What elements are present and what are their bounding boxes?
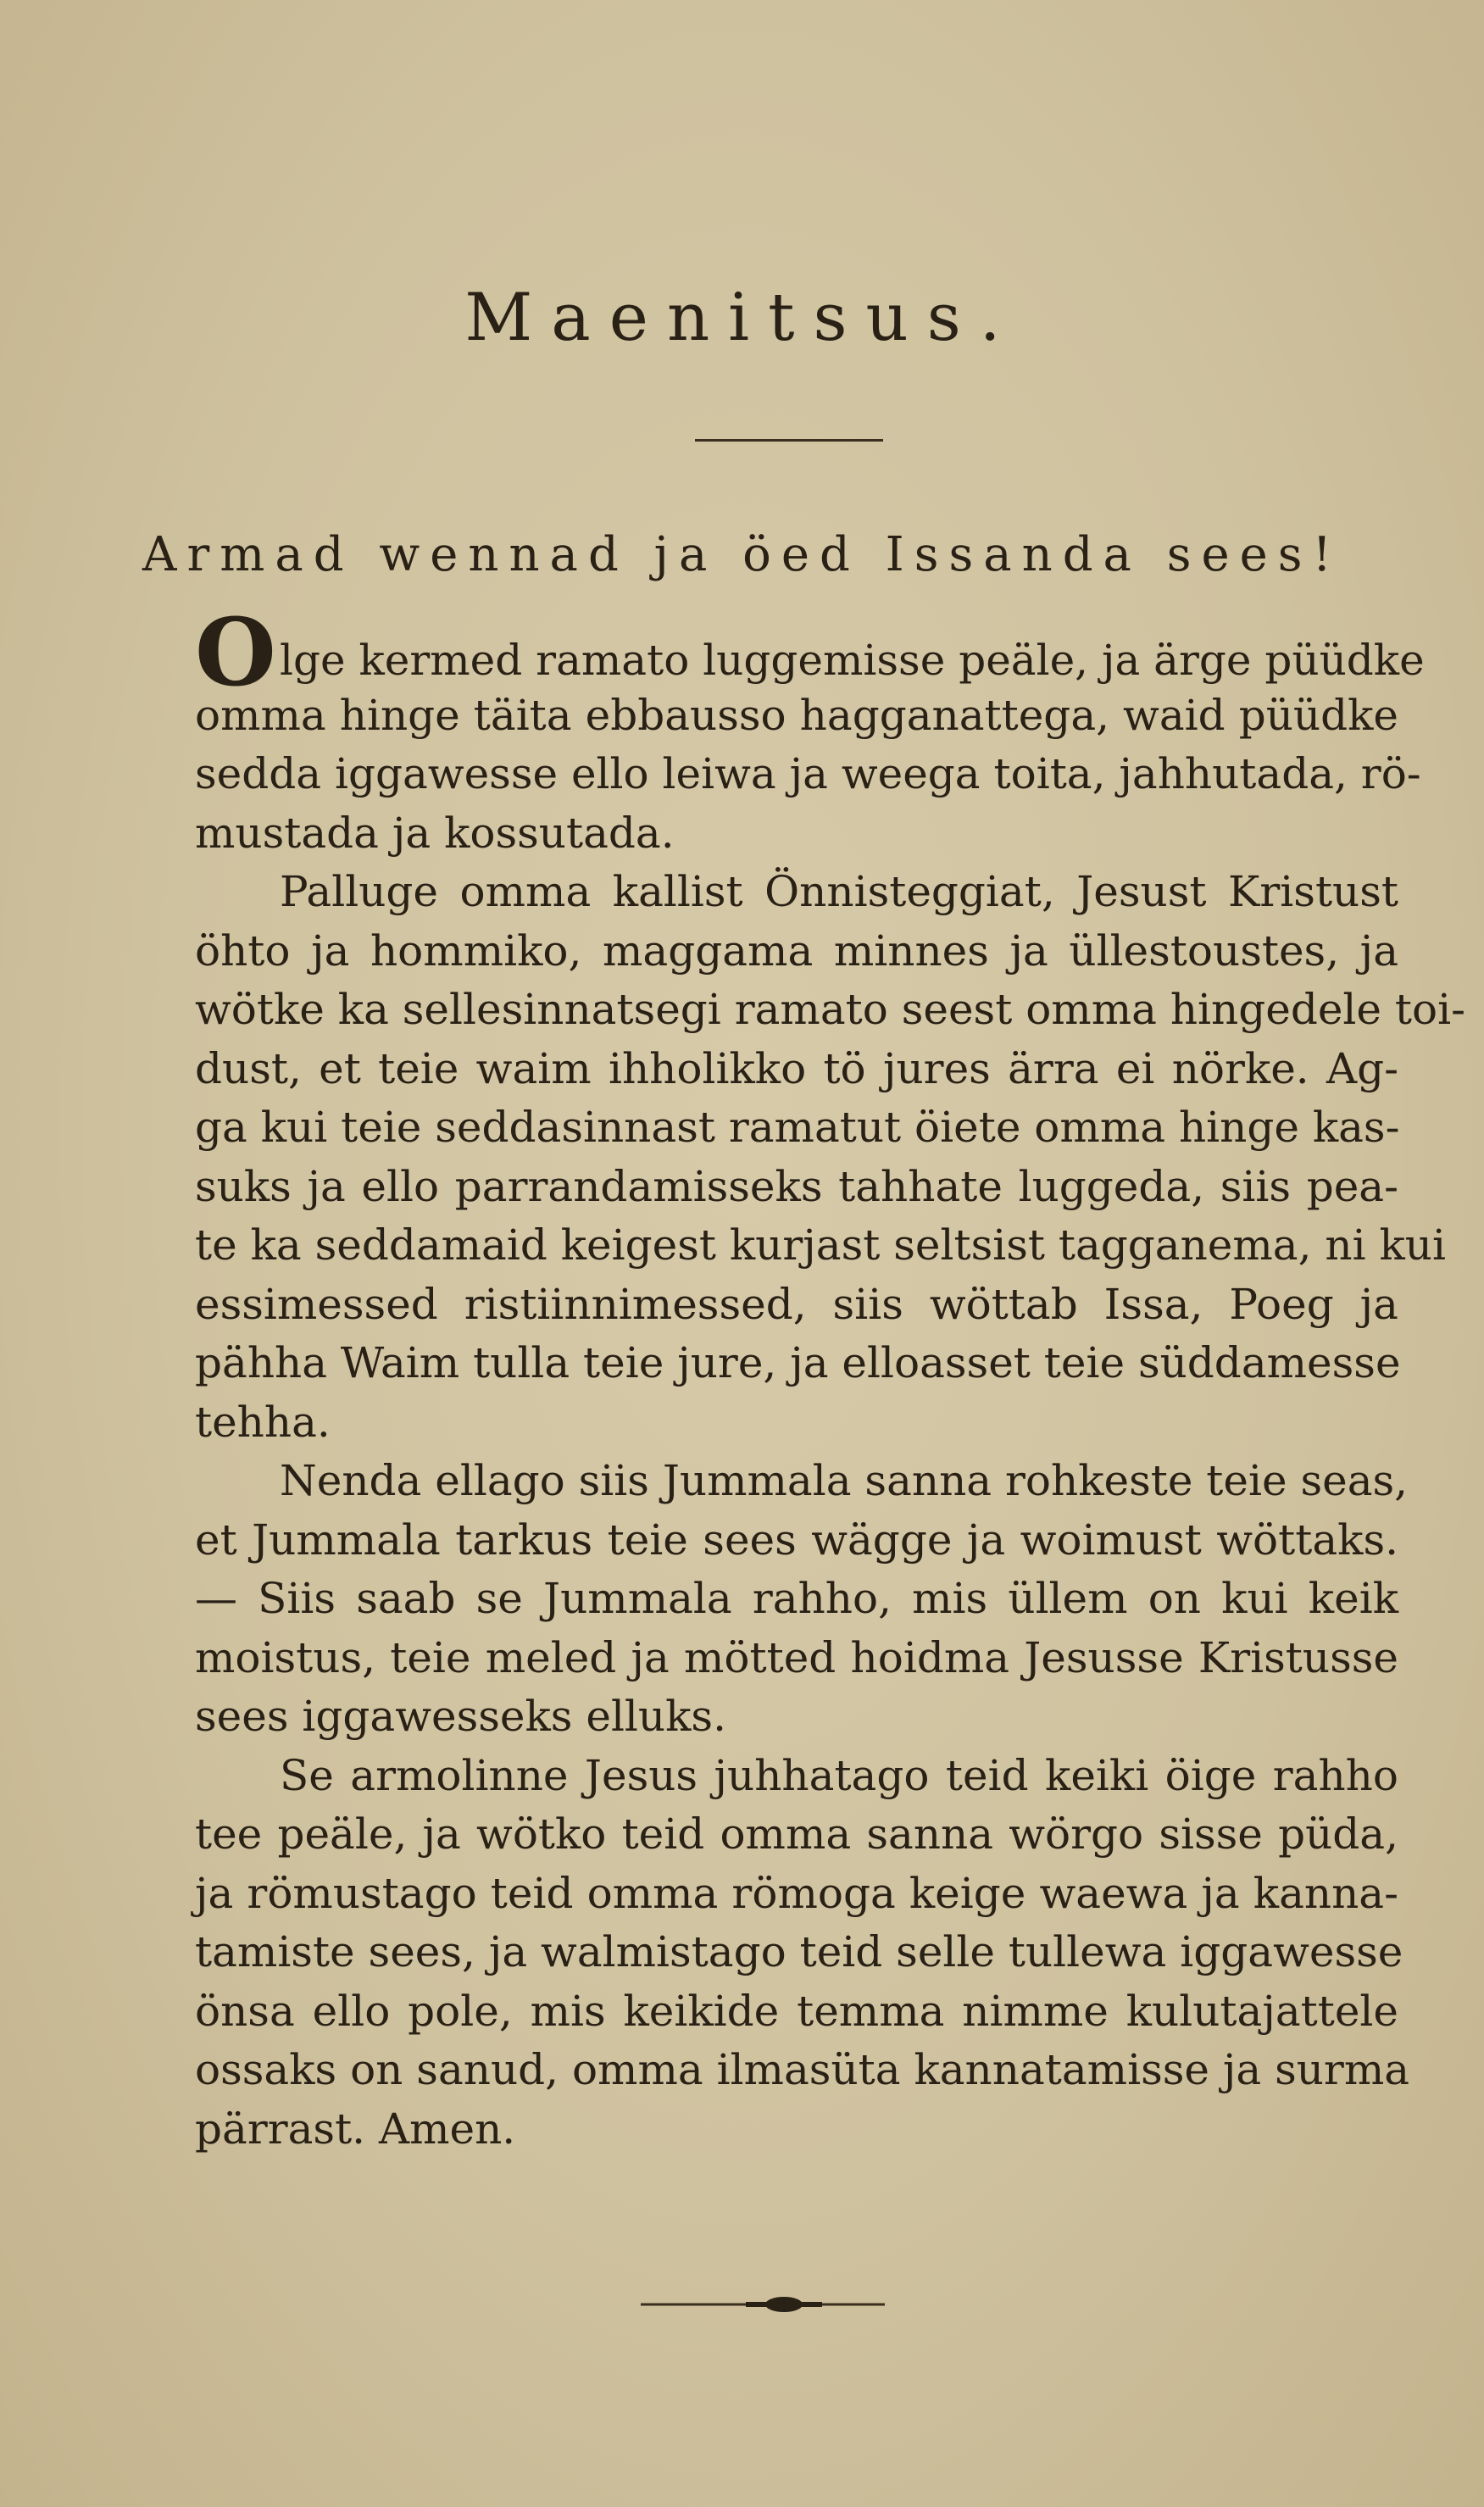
text-line: önsa ello pole, mis keikide temma nimme kulutajattele bbox=[195, 1986, 1398, 2036]
text-line: et Jummala tarkus teie sees wägge ja woimust wöttaks. bbox=[195, 1515, 1398, 1565]
text-line: sees iggawesseks elluks. bbox=[195, 1692, 726, 1741]
text-line: moistus, teie meled ja mötted hoidma Jesusse Kristusse bbox=[195, 1632, 1398, 1682]
page-title: Maenitsus. bbox=[464, 280, 1020, 356]
salutation: Armad wennad ja öed Issanda sees! bbox=[142, 527, 1342, 582]
text-line: pärrast. Amen. bbox=[195, 2104, 516, 2154]
text-line: tamiste sees, ja walmistago teid selle tullewa iggawesse bbox=[195, 1927, 1403, 1976]
text-line: omma hinge täita ebbausso hagganattega, waid püüdke bbox=[195, 690, 1398, 740]
body-text bbox=[195, 598, 1465, 2159]
text-line: tehha. bbox=[195, 1397, 331, 1447]
paragraph-4 bbox=[195, 1747, 1410, 2160]
text-line: sedda iggawesse ello leiwa ja weega toita, jahhutada, rö- bbox=[195, 749, 1421, 798]
text-line: dust, et teie waim ihholikko tö jures ärra ei nörke. Ag- bbox=[195, 1043, 1398, 1093]
text-line: — Siis saab se Jummala rahho, mis üllem on kui keik bbox=[195, 1574, 1398, 1623]
text-line: Nenda ellago siis Jummala sanna rohkeste teie seas, bbox=[280, 1456, 1409, 1505]
text-line: Se armolinne Jesus juhhatago teid keiki öige rahho bbox=[280, 1750, 1398, 1800]
end-ornament-icon bbox=[636, 2292, 890, 2317]
text-line: ga kui teie seddasinnast ramatut öiete omma hinge kas- bbox=[195, 1103, 1400, 1152]
text-line: ossaks on sanud, omma ilmasüta kannatamisse ja surma bbox=[195, 2045, 1410, 2094]
paragraph-1 bbox=[195, 598, 1425, 863]
text-line: te ka seddamaid keigest kurjast seltsist tagganema, ni kui bbox=[195, 1220, 1446, 1270]
drop-cap: O bbox=[195, 598, 276, 707]
text-line: Olge kermed ramato luggemisse peäle, ja ärge püüdke bbox=[195, 598, 1425, 707]
text-line: essimessed ristiinnimessed, siis wöttab Issa, Poeg ja bbox=[195, 1279, 1398, 1329]
text-line: Palluge omma kallist Önnisteggiat, Jesust Kristust bbox=[280, 867, 1398, 916]
paragraph-2 bbox=[195, 863, 1465, 1452]
text-line: suks ja ello parrandamisseks tahhate luggeda, siis pea- bbox=[195, 1161, 1398, 1211]
paragraph-3 bbox=[195, 1452, 1409, 1747]
text-line: mustada ja kossutada. bbox=[195, 808, 675, 858]
text-line: wötke ka sellesinnatsegi ramato seest omma hingedele toi- bbox=[195, 985, 1465, 1034]
text-line: pähha Waim tulla teie jure, ja elloasset teie süddamesse bbox=[195, 1338, 1401, 1387]
text-line: öhto ja hommiko, maggama minnes ja üllestoustes, ja bbox=[195, 926, 1398, 976]
text-line: ja römustago teid omma römoga keige waewa ja kanna- bbox=[195, 1868, 1398, 1918]
title-rule bbox=[695, 439, 883, 442]
text-line: tee peäle, ja wötko teid omma sanna wörgo sisse püda, bbox=[195, 1809, 1398, 1859]
